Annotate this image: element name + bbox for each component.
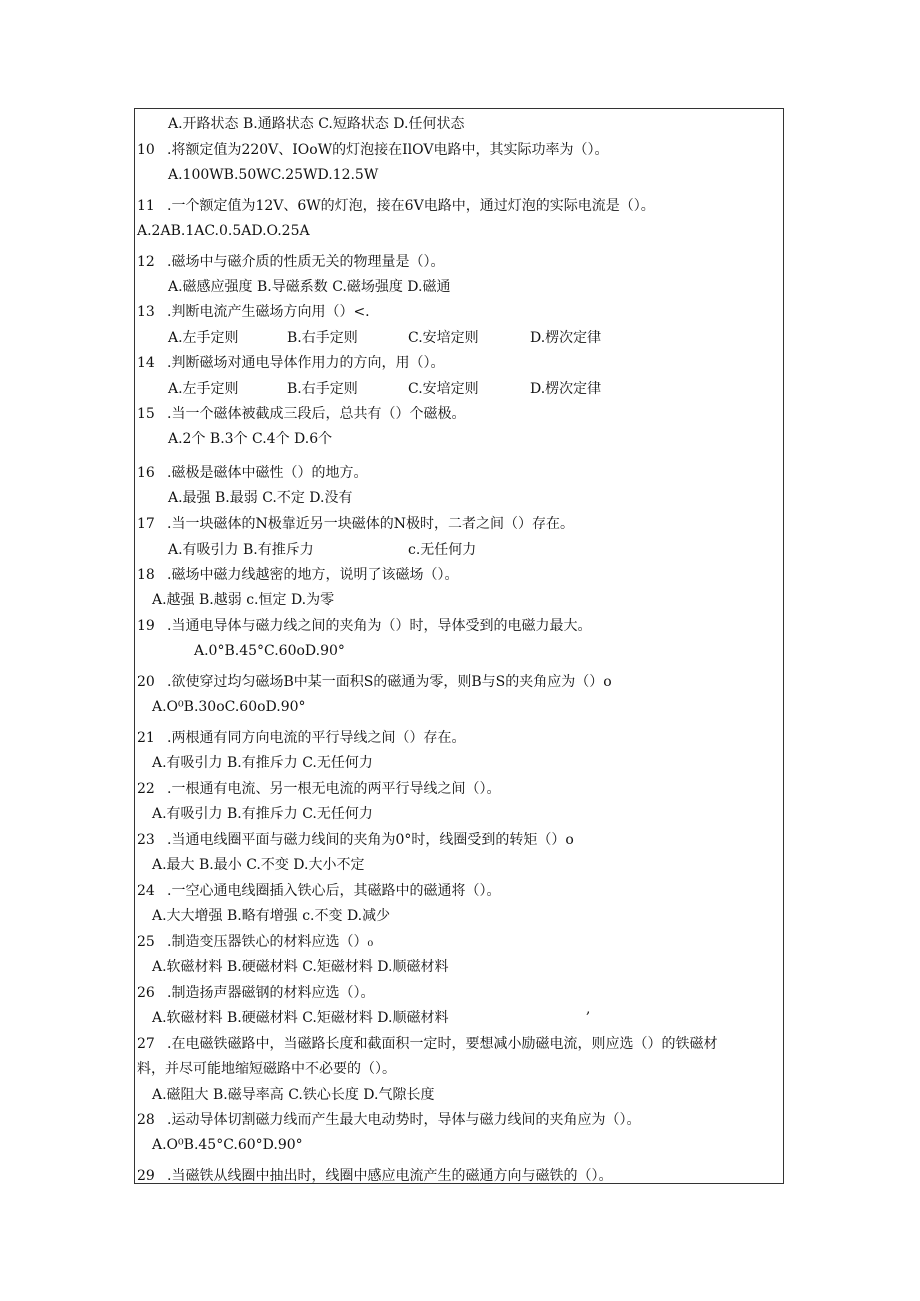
question-number: 12: [137, 254, 155, 270]
question-text: .当通电导体与磁力线之间的夹角为（）时，导体受到的电磁力最大。: [167, 618, 592, 634]
question-23: [137, 831, 574, 849]
option-ab: A.有吸引力 B.有推斥力: [168, 542, 314, 558]
answer-line: A.O⁰B.45°C.60°D.90°: [152, 1137, 303, 1153]
question-26: [137, 984, 374, 1002]
question-12: [137, 253, 444, 271]
question-number: 18: [137, 567, 155, 583]
question-text: .一空心通电线圈插入铁心后，其磁路中的磁通将（）。: [167, 883, 501, 899]
question-text: .制造扬声器磁钢的材料应选（）。: [167, 985, 375, 1001]
question-number: 10: [137, 142, 155, 158]
question-10: [137, 141, 608, 159]
question-number: 26: [137, 985, 155, 1001]
question-text: .判断电流产生磁场方向用（）<.: [167, 304, 370, 320]
question-20: [137, 673, 612, 691]
question-text: .欲使穿过均匀磁场B中某一面积S的磁通为零，则B与S的夹角应为（）o: [167, 674, 612, 690]
question-number: 27: [137, 1036, 155, 1052]
answer-line: A.磁阻大 B.磁导率高 C.铁心长度 D.气隙长度: [152, 1087, 435, 1103]
question-text: .磁极是磁体中磁性（）的地方。: [167, 465, 368, 481]
question-number: 21: [137, 730, 155, 746]
question-text: .一根通有电流、另一根无电流的两平行导线之间（）。: [167, 781, 501, 797]
question-25: [137, 933, 373, 951]
option-c: C.安培定则: [408, 381, 479, 397]
question-number: 15: [137, 406, 155, 422]
answer-line: A.最强 B.最弱 C.不定 D.没有: [168, 490, 353, 506]
question-27: [137, 1035, 717, 1053]
answer-line: A.2个 B.3个 C.4个 D.6个: [168, 431, 333, 447]
question-text: .当一个磁体被截成三段后，总共有（）个磁极。: [167, 406, 466, 422]
question-number: 14: [137, 355, 155, 371]
question-27-continued: 料，并尽可能地缩短磁路中不必要的（）。: [137, 1061, 396, 1077]
question-text: .磁场中与磁介质的性质无关的物理量是（）。: [167, 254, 445, 270]
option-c: C.安培定则: [408, 330, 479, 346]
option-d: D.楞次定律: [530, 330, 602, 346]
option-a: A.左手定则: [168, 330, 239, 346]
question-number: 19: [137, 618, 155, 634]
question-text: .运动导体切割磁力线而产生最大电动势时，导体与磁力线间的夹角应为（）。: [167, 1112, 641, 1128]
question-21: [137, 729, 465, 747]
question-text: .制造变压器铁心的材料应选（）₀: [167, 934, 374, 950]
question-text: .判断磁场对通电导体作用力的方向，用（）。: [167, 355, 445, 371]
question-16: [137, 464, 367, 482]
answer-line: A.开路状态 B.通路状态 C.短路状态 D.任何状态: [168, 116, 465, 132]
stray-mark: ,: [586, 1001, 591, 1017]
question-19: [137, 617, 591, 635]
answer-line: A.有吸引力 B.有推斥力 C.无任何力: [152, 755, 373, 771]
question-29: [137, 1167, 612, 1185]
answer-line: A.越强 B.越弱 c.恒定 D.为零: [152, 592, 335, 608]
answer-line: A.0°B.45°C.60oD.90°: [194, 643, 345, 659]
question-number: 24: [137, 883, 155, 899]
question-24: [137, 882, 500, 900]
question-text: .当磁铁从线圈中抽出时，线圈中感应电流产生的磁通方向与磁铁的（）。: [167, 1168, 613, 1184]
question-17: [137, 515, 574, 533]
question-number: 20: [137, 674, 155, 690]
question-15: [137, 405, 465, 423]
question-number: 11: [137, 198, 155, 214]
question-number: 13: [137, 304, 155, 320]
question-18: [137, 566, 458, 584]
option-c: c.无任何力: [408, 542, 477, 558]
answer-line: A.最大 B.最小 C.不变 D.大小不定: [152, 857, 365, 873]
answer-line: A.100WB.50WC.25WD.12.5W: [168, 167, 379, 183]
answer-line: A.软磁材料 B.硬磁材料 C.矩磁材料 D.顺磁材料: [152, 959, 449, 975]
answer-line: A.软磁材料 B.硬磁材料 C.矩磁材料 D.顺磁材料: [152, 1010, 449, 1026]
question-number: 25: [137, 934, 155, 950]
option-a: A.左手定则: [168, 381, 239, 397]
question-number: 16: [137, 465, 155, 481]
question-text: .一个额定值为12V、6W的灯泡，接在6V电路中，通过灯泡的实际电流是（）。: [167, 198, 655, 214]
question-text: .当一块磁体的N极靠近另一块磁体的N极时，二者之间（）存在。: [167, 516, 574, 532]
option-b: B.右手定则: [287, 381, 358, 397]
answer-line: A.大大增强 B.略有增强 c.不变 D.减少: [152, 908, 391, 924]
question-22: [137, 780, 500, 798]
question-number: 17: [137, 516, 155, 532]
question-14: [137, 354, 444, 372]
answer-line: A.O⁰B.30oC.60oD.90°: [152, 699, 306, 715]
question-13: [137, 303, 370, 321]
question-text: .在电磁铁磁路中，当磁路长度和截面积一定时，要想减小励磁电流，则应选（）的铁磁材: [167, 1036, 718, 1052]
question-11: [137, 197, 655, 215]
question-number: 28: [137, 1112, 155, 1128]
answer-line: A.磁感应强度 B.导磁系数 C.磁场强度 D.磁通: [168, 279, 451, 295]
question-text: .两根通有同方向电流的平行导线之间（）存在。: [167, 730, 466, 746]
question-number: 23: [137, 832, 155, 848]
answer-line: A.有吸引力 B.有推斥力 C.无任何力: [152, 806, 373, 822]
option-b: B.右手定则: [287, 330, 358, 346]
question-text: .当通电线圈平面与磁力线间的夹角为0°时，线圈受到的转矩（）o: [167, 832, 574, 848]
question-28: [137, 1111, 640, 1129]
question-number: 22: [137, 781, 155, 797]
question-text: .磁场中磁力线越密的地方，说明了该磁场（）。: [167, 567, 459, 583]
option-d: D.楞次定律: [530, 381, 602, 397]
answer-line: A.2AB.1AC.0.5AD.O.25A: [137, 223, 310, 239]
question-number: 29: [137, 1168, 155, 1184]
question-text: .将额定值为220V、IOoW的灯泡接在IlOV电路中，其实际功率为（）。: [167, 142, 609, 158]
